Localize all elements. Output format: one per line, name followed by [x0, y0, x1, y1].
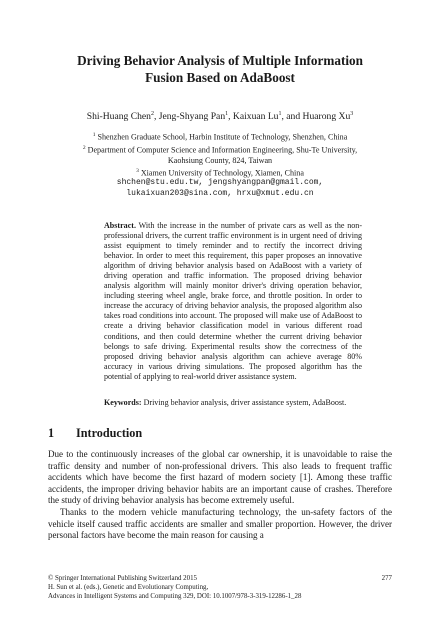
citation-line: H. Sun et al. (eds.), Genetic and Evolutionary Computing,: [48, 583, 209, 591]
paragraph: Due to the continuously increases of the global car ownership, it is unavoidable to raise the traffic density and number of non-professional drivers. This also leads to frequent traffic accidents which have become the first hazard of modern society [1]. Among these traffic accidents, the improper driving behavior habits are an important cause of crashes. Therefore the study of driving behavior analysis has become extremely useful.: [48, 449, 392, 506]
author-separator: , and: [281, 111, 303, 123]
keywords: [104, 398, 362, 408]
author-name: Huarong Xu: [302, 111, 351, 123]
keywords-label: Keywords:: [104, 398, 142, 407]
affiliations: [30, 130, 410, 199]
doi-line: Advances in Intelligent Systems and Computing 329, DOI: 10.1007/978-3-319-12286-1_28: [48, 592, 302, 600]
author-affil-mark: 1: [225, 111, 229, 117]
section-heading: [48, 426, 388, 441]
abstract-text: With the increase in the number of private cars as well as the non-professional drivers, the current traffic environment is in urgent need of driving assist equipment to timely reminder and to rectify the incorrect driving behavior. In order to meet this requirement, this paper proposes an innovative algorithm of driving behavior analysis based on AdaBoost with a variety of driving operation and traffic information. The proposed driving behavior analysis algorithm will mainly monitor driver's driving operation behavior, including steering wheel angle, brake force, and throttle position. In order to increase the accuracy of driving behavior analysis, the proposed algorithm also takes road conditions into account. The proposed will make use of AdaBoost to create a driving behavior classification model in various different road conditions, and then could determine whether the current driving behavior belongs to safe driving. Experimental results show the correctness of the proposed driving behavior analysis algorithm can achieve average 80% accuracy in various driving simulations. The proposed algorithm has the potential of applying to real-world driver assistance system.: [104, 221, 362, 381]
affil-mark: 1: [92, 132, 96, 138]
paragraph: Thanks to the modern vehicle manufacturing technology, the un-safety factors of the vehicle itself caused traffic accidents are smaller and smaller proportion. However, the driver personal factors have become the main reason for causing a: [48, 506, 392, 541]
page-number: 277: [381, 575, 392, 582]
affil-text: Xiamen University of Technology, Xiamen, China: [138, 168, 304, 178]
body-text: [48, 449, 392, 542]
author-name: Jeng-Shyang Pan: [158, 111, 226, 123]
title-line-2: Fusion Based on AdaBoost: [145, 70, 295, 85]
author-name: Shi-Huang Chen: [86, 111, 151, 123]
author-affil-mark: 2: [150, 111, 154, 117]
abstract-label: Abstract.: [104, 221, 136, 230]
affil-mark: 2: [82, 144, 86, 151]
affil-text: Shenzhen Graduate School, Harbin Institute of Technology, Shenzhen, China: [95, 132, 348, 142]
author-affil-mark: 1: [278, 111, 282, 117]
affiliation-3: [30, 166, 410, 179]
section-title: Introduction: [76, 426, 143, 440]
title-line-1: Driving Behavior Analysis of Multiple Information: [77, 53, 363, 68]
affil-mark: 3: [136, 167, 139, 174]
keywords-text: Driving behavior analysis, driver assistance system, AdaBoost.: [141, 398, 347, 407]
affil-text: Department of Computer Science and Information Engineering, Shu-Te University,: [85, 145, 358, 155]
section-number: 1: [48, 426, 55, 440]
author-separator: ,: [153, 111, 159, 123]
author-separator: ,: [228, 111, 233, 123]
email-line-2[interactable]: lukaixuan203@sina.com, hrxu@xmut.edu.cn: [126, 188, 314, 198]
affiliation-2: [30, 143, 410, 156]
affiliation-2-cont: Kaohsiung County, 824, Taiwan: [167, 155, 273, 165]
copyright-line: © Springer International Publishing Switzerland 2015: [48, 575, 197, 582]
abstract: [104, 221, 362, 382]
author-list: [30, 108, 410, 123]
page-footer: [48, 575, 392, 602]
author-affil-mark: 3: [350, 111, 354, 117]
paper-title: [40, 52, 400, 86]
author-name: Kaixuan Lu: [232, 111, 279, 123]
email-line-1[interactable]: shchen@stu.edu.tw, jengshyangpan@gmail.com,: [116, 178, 324, 188]
affiliation-1: [30, 130, 410, 143]
